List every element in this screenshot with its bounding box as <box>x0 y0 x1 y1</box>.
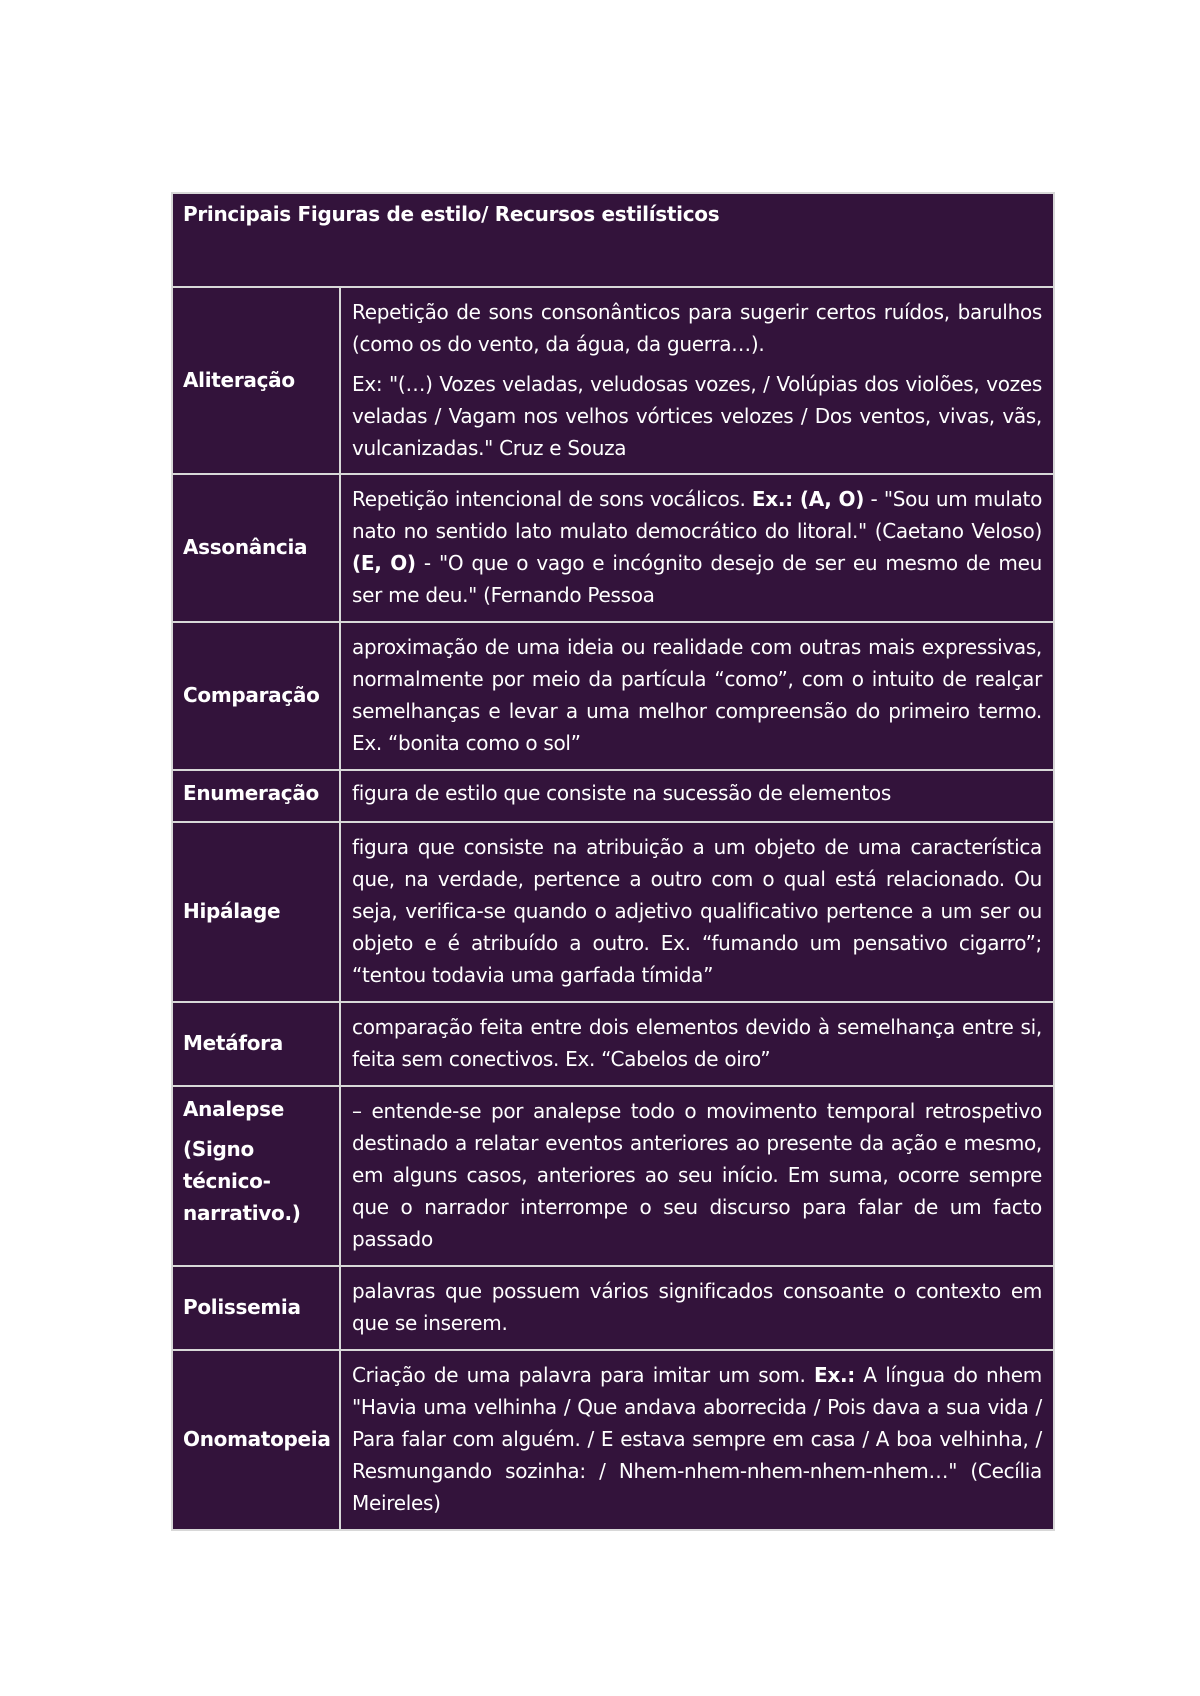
table-row <box>172 287 1054 474</box>
example-label: Ex.: <box>814 1363 855 1387</box>
table-header-row <box>172 193 1054 287</box>
table-row <box>172 1002 1054 1086</box>
term-aliteracao: Aliteração <box>172 287 340 474</box>
table-row <box>172 474 1054 622</box>
term-enumeracao: Enumeração <box>172 770 340 822</box>
example-text: - "Sou um mulato nato no sentido lato mulato democrático do litoral." (Caetano Veloso) <box>352 487 1043 543</box>
term-polissemia: Polissemia <box>172 1266 340 1350</box>
definition-text: Criação de uma palavra para imitar um som. <box>352 1363 814 1387</box>
definition-aliteracao <box>340 287 1054 474</box>
term-label: Analepse <box>183 1097 285 1121</box>
figures-table <box>171 192 1055 1531</box>
definition-onomatopeia <box>340 1350 1054 1530</box>
definition-metafora: comparação feita entre dois elementos devido à semelhança entre si, feita sem conectivos. Ex. “Cabelos de oiro” <box>340 1002 1054 1086</box>
table-row <box>172 622 1054 770</box>
definition-hipalage: figura que consiste na atribuição a um objeto de uma característica que, na verdade, pertence a outro com o qual está relacionado. Ou seja, verifica-se quando o adjetivo qualificativo pertence a um ser ou objeto e é atribuído a outro. Ex. “fumando um pensativo cigarro”; “tentou todavia uma garfada tímida” <box>340 822 1054 1002</box>
table-row <box>172 1266 1054 1350</box>
definition-analepse: – entende-se por analepse todo o movimento temporal retrospetivo destinado a relatar eventos anteriores ao presente da ação e mesmo, em alguns casos, anteriores ao seu início. Em suma, ocorre sempre que o narrador interrompe o seu discurso para falar de um facto passado <box>340 1086 1054 1266</box>
table-row <box>172 770 1054 822</box>
example-text: - "O que o vago e incógnito desejo de ser eu mesmo de meu ser me deu." (Fernando Pessoa <box>352 551 1042 607</box>
term-subtitle: (Signo técnico-narrativo.) <box>183 1137 301 1225</box>
example-paragraph: Ex: "(…) Vozes veladas, veludosas vozes, / Volúpias dos violões, vozes veladas / Vagam nos velhos vórtices velozes / Dos ventos, vivas, vãs, vulcanizadas." Cruz e Souza <box>352 371 1042 460</box>
definition-assonancia <box>340 474 1054 622</box>
definition-comparacao: aproximação de uma ideia ou realidade com outras mais expressivas, normalmente por meio da partícula “como”, com o intuito de realçar semelhanças e levar a uma melhor compreensão do primeiro termo. Ex. “bonita como o sol” <box>340 622 1054 770</box>
term-onomatopeia: Onomatopeia <box>172 1350 340 1530</box>
term-analepse <box>172 1086 340 1266</box>
definition-polissemia: palavras que possuem vários significados consoante o contexto em que se inserem. <box>340 1266 1054 1350</box>
table-row <box>172 1350 1054 1530</box>
term-assonancia: Assonância <box>172 474 340 622</box>
example-label: (E, O) <box>352 551 416 575</box>
term-hipalage: Hipálage <box>172 822 340 1002</box>
table-row <box>172 1086 1054 1266</box>
example-label: Ex.: (A, O) <box>751 487 865 511</box>
term-metafora: Metáfora <box>172 1002 340 1086</box>
table-title: Principais Figuras de estilo/ Recursos estilísticos <box>172 193 1054 287</box>
table-row <box>172 822 1054 1002</box>
example-text: A língua do nhem "Havia uma velhinha / Que andava aborrecida / Pois dava a sua vida / Para falar com alguém. / E estava sempre em casa / A boa velhinha, / Resmungando sozinha: / Nhem-nhem-nhem-nhem-nhem…" (Cecília Meireles) <box>352 1363 1042 1515</box>
definition-text: Repetição intencional de sons vocálicos. <box>352 487 752 511</box>
term-comparacao: Comparação <box>172 622 340 770</box>
definition-enumeracao: figura de estilo que consiste na sucessão de elementos <box>340 770 1054 822</box>
definition-paragraph: Repetição de sons consonânticos para sugerir certos ruídos, barulhos (como os do vento, da água, da guerra…). <box>352 299 1042 356</box>
